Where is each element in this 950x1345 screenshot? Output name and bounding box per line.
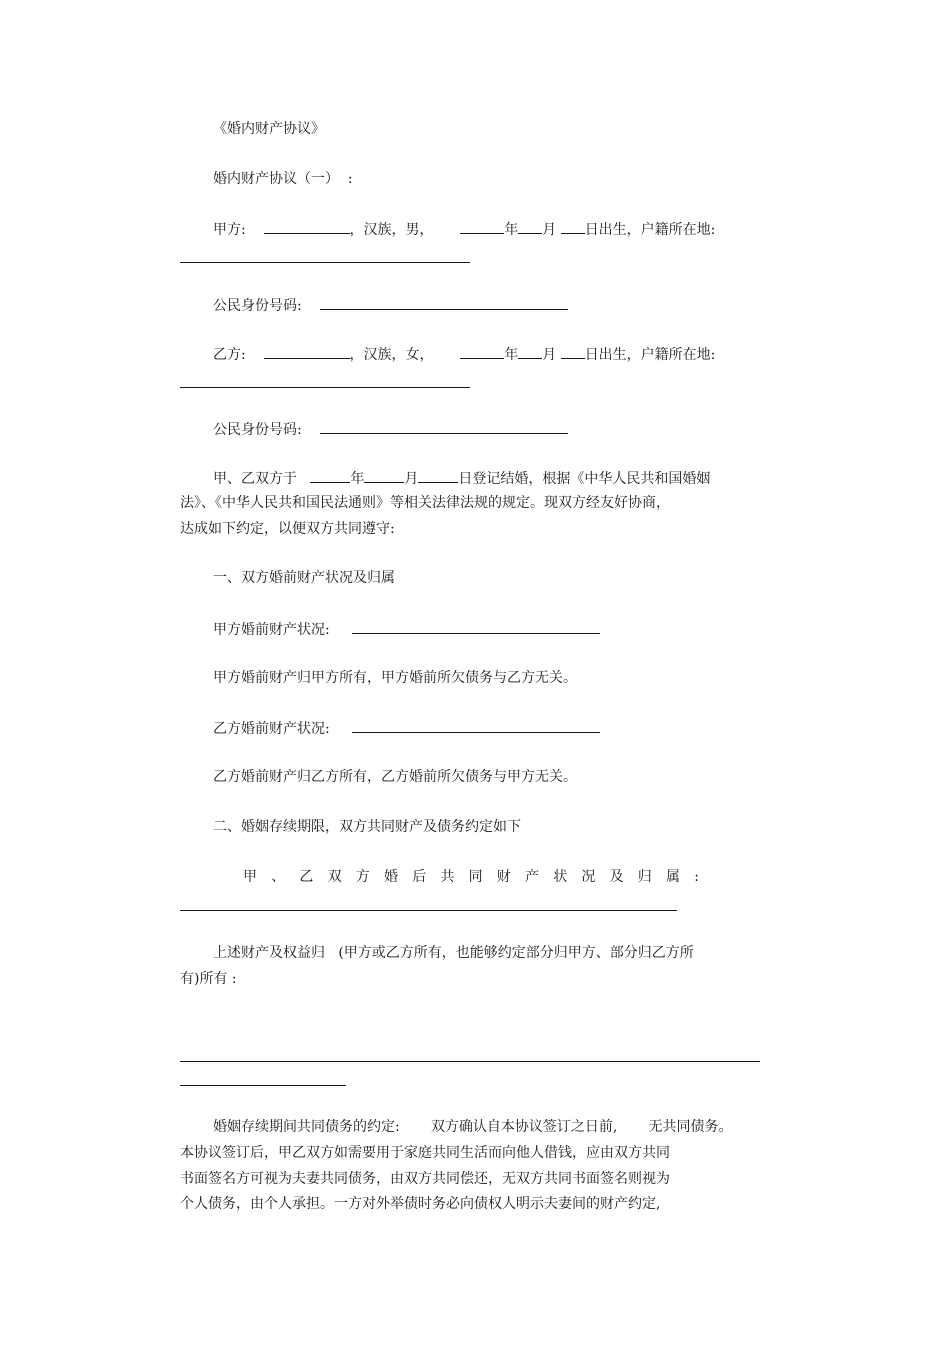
marriage-prefix: 甲、乙双方于	[213, 471, 297, 487]
section-2-heading: 二、婚姻存续期限，双方共同财产及债务约定如下	[213, 819, 521, 835]
rights-blank-2	[180, 1085, 346, 1086]
party-b-id-label: 公民身份号码:	[213, 422, 302, 438]
party-b-name-blank	[264, 344, 350, 359]
party-b-birth-label: 日出生，户籍所在地:	[584, 347, 716, 363]
party-a-year-label: 年	[504, 222, 519, 238]
party-a-id-label: 公民身份号码:	[213, 298, 302, 314]
debt-line-1: 婚姻存续期间共同债务的约定: 双方确认自本协议签订之日前, 无共同债务。	[213, 1119, 733, 1135]
party-b-year-label: 年	[504, 347, 519, 363]
party-a-id-line	[213, 295, 568, 315]
party-b-domicile-blank	[180, 387, 470, 388]
party-a-month-blank	[518, 219, 542, 234]
rights-line-2: 有)所有 :	[180, 971, 237, 987]
rights-line-1: 上述财产及权益归 (甲方或乙方所有，也能够约定部分归甲方、部分归乙方所	[213, 945, 694, 961]
party-a-name-blank	[264, 219, 350, 234]
marriage-year-label: 年	[350, 471, 365, 487]
marriage-day-blank	[418, 468, 458, 483]
marriage-line-1	[213, 468, 710, 488]
party-b-day-blank	[561, 344, 585, 359]
party-a-domicile-blank	[180, 262, 470, 263]
rights-blank-1	[180, 1061, 760, 1062]
marriage-year-blank	[310, 468, 350, 483]
party-b-id-line	[213, 419, 568, 439]
marriage-suffix: 日登记结婚，根据《中华人民共和国婚姻	[458, 471, 711, 487]
party-b-month-blank	[518, 344, 542, 359]
debt-line-3: 书面签名方可视为夫妻共同债务，由双方共同偿还，无双方共同书面签名则视为	[180, 1171, 670, 1187]
party-a-day-blank	[561, 219, 585, 234]
party-a-premarital-line	[213, 619, 600, 639]
party-a-year-blank	[460, 219, 504, 234]
party-a-id-blank	[320, 295, 568, 310]
marriage-month-blank	[364, 468, 404, 483]
marriage-line-2: 法》、《中华人民共和国民法通则》等相关法律法规的规定。现双方经友好协商，	[180, 495, 670, 511]
party-a-birth-label: 日出生，户籍所在地:	[584, 222, 716, 238]
debt-line-4: 个人债务，由个人承担。一方对外举债时务必向债权人明示夫妻间的财产约定,	[180, 1196, 661, 1212]
joint-property-blank	[180, 910, 677, 911]
joint-property-label: 甲、乙双方婚后共同财产状况及归属:	[243, 869, 714, 885]
party-a-premarital-ownership: 甲方婚前财产归甲方所有，甲方婚前所欠债务与乙方无关。	[213, 670, 577, 686]
document-subtitle: 婚内财产协议（一） :	[213, 171, 353, 187]
debt-line-2: 本协议签订后，甲乙双方如需要用于家庭共同生活而向他人借钱，应由双方共同	[180, 1145, 670, 1161]
party-b-premarital-blank	[352, 718, 600, 733]
party-a-month-label: 月	[542, 222, 557, 238]
document-title: 《婚内财产协议》	[213, 121, 325, 137]
party-a-label: 甲方:	[213, 222, 246, 238]
party-b-year-blank	[460, 344, 504, 359]
party-a-line	[213, 219, 715, 239]
party-b-month-label: 月	[542, 347, 557, 363]
party-b-premarital-label: 乙方婚前财产状况:	[213, 721, 330, 737]
party-a-premarital-blank	[352, 619, 600, 634]
party-a-premarital-label: 甲方婚前财产状况:	[213, 622, 330, 638]
marriage-month-label: 月	[404, 471, 419, 487]
party-b-premarital-ownership: 乙方婚前财产归乙方所有，乙方婚前所欠债务与甲方无关。	[213, 769, 577, 785]
section-1-heading: 一、双方婚前财产状况及归属	[213, 570, 395, 586]
party-b-id-blank	[320, 419, 568, 434]
party-b-line	[213, 344, 715, 364]
marriage-line-3: 达成如下约定，以便双方共同遵守:	[180, 521, 395, 537]
party-b-label: 乙方:	[213, 347, 246, 363]
party-a-details: ，汉族，男，	[349, 222, 434, 238]
party-b-details: ，汉族，女，	[349, 347, 434, 363]
party-b-premarital-line	[213, 718, 600, 738]
